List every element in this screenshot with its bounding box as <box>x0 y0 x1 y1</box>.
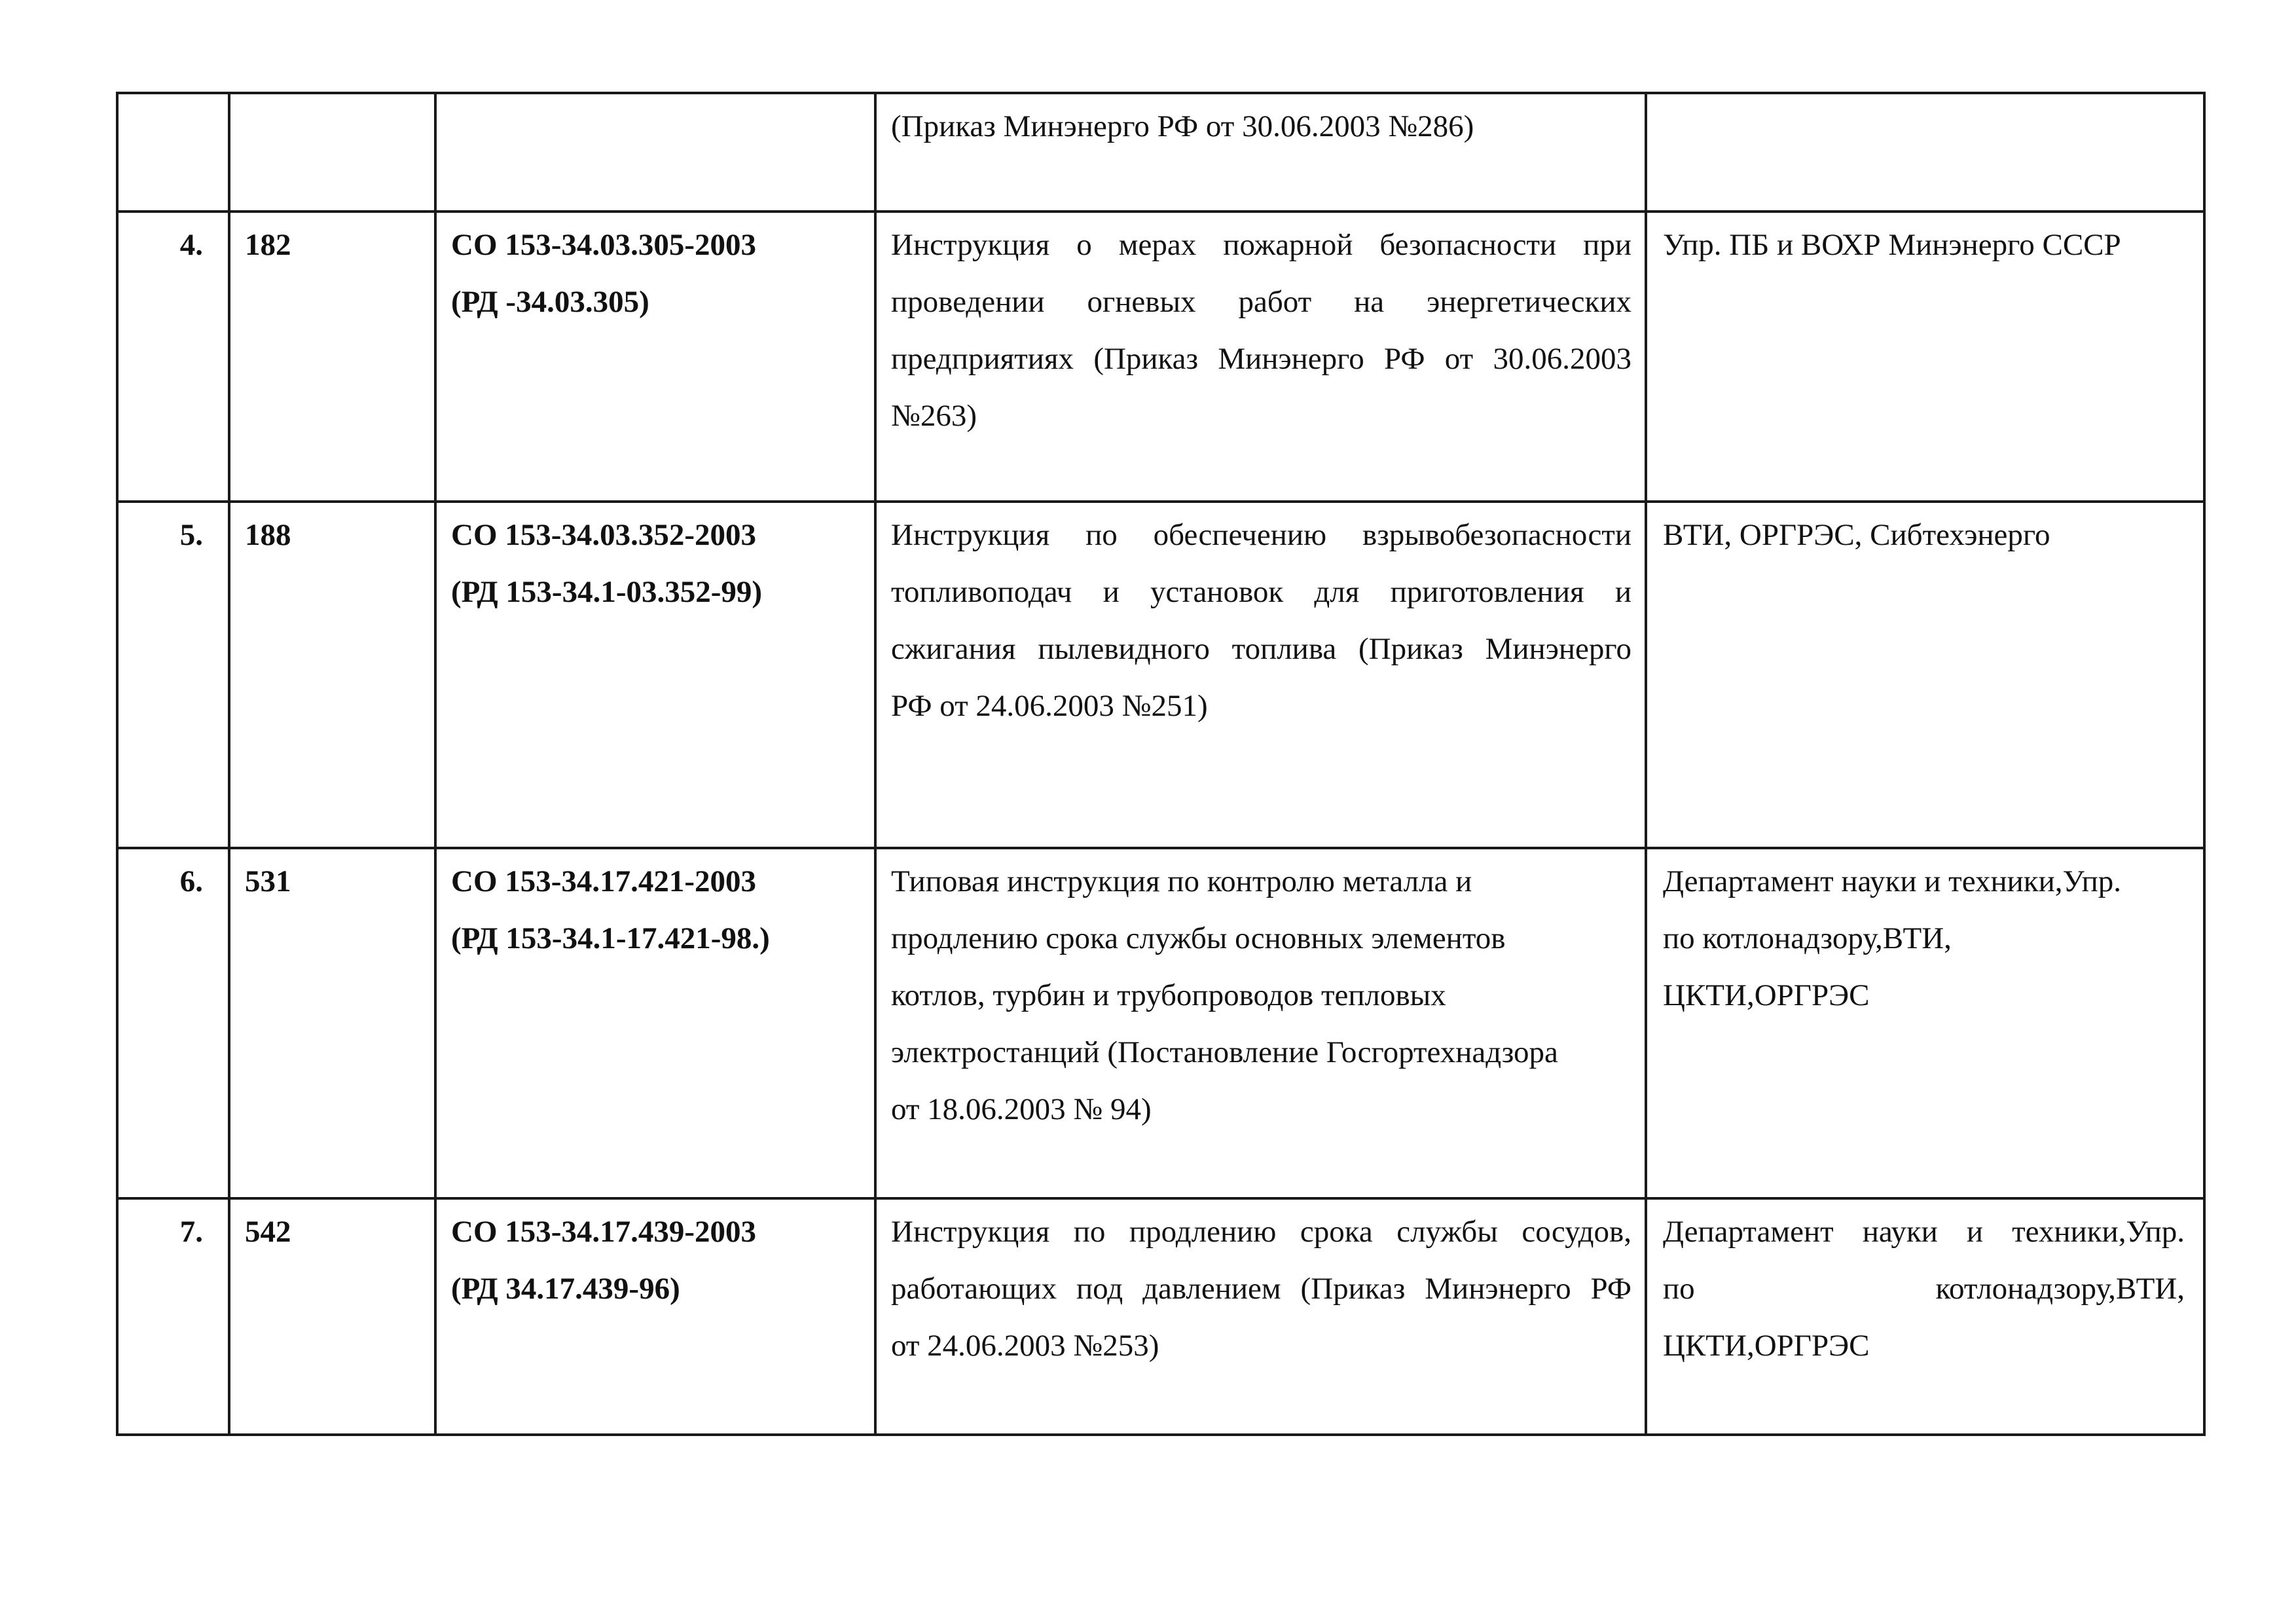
title-line: котлов, турбин и трубопроводов тепловых <box>891 978 1446 1012</box>
title-line: от 18.06.2003 № 94) <box>891 1092 1152 1126</box>
document-title <box>875 1198 1646 1435</box>
title-line: Типовая инструкция по контролю металла и <box>891 864 1472 898</box>
title-line: №263) <box>891 399 977 433</box>
document-title <box>875 212 1646 502</box>
position-number <box>229 93 435 212</box>
developer <box>1646 502 2204 848</box>
title-line: от 24.06.2003 №253) <box>891 1329 1159 1363</box>
developer <box>1646 848 2204 1198</box>
position-number: 182 <box>229 212 435 502</box>
title-line: Инструкция по продлению срока службы сосудов, <box>891 1215 1631 1249</box>
title-line: Инструкция о мерах пожарной безопасности при <box>891 228 1631 262</box>
developer-line: ЦКТИ,ОРГРЭС <box>1663 978 1870 1012</box>
position-number: 531 <box>229 848 435 1198</box>
document-title <box>875 502 1646 848</box>
document-code <box>435 93 875 212</box>
title-line: электростанций (Постановление Госгортехнадзора <box>891 1035 1558 1069</box>
document-title <box>875 848 1646 1198</box>
code-rd: (РД -34.03.305) <box>451 285 649 319</box>
title-line: РФ от 24.06.2003 №251) <box>891 689 1208 723</box>
title-line: топливоподач и установок для приготовления и <box>891 575 1631 609</box>
document-title <box>875 93 1646 212</box>
code-so: СО 153-34.03.352-2003 <box>451 518 757 552</box>
code-rd: (РД 34.17.439-96) <box>451 1272 680 1306</box>
table-row <box>117 502 2204 848</box>
code-so: СО 153-34.03.305-2003 <box>451 228 757 262</box>
row-number: 6. <box>117 848 229 1198</box>
developer-line: по котлонадзору,ВТИ, <box>1663 1272 2185 1306</box>
row-number <box>117 93 229 212</box>
developer-line: Департамент науки и техники,Упр. <box>1663 1215 2185 1249</box>
title-line: продлению срока службы основных элементов <box>891 921 1506 955</box>
developer-line: Упр. ПБ и ВОХР Минэнерго СССР <box>1663 228 2121 262</box>
row-number: 4. <box>117 212 229 502</box>
code-so: СО 153-34.17.439-2003 <box>451 1215 757 1249</box>
title-line: предприятиях (Приказ Минэнерго РФ от 30.06.2003 <box>891 342 1631 376</box>
code-rd: (РД 153-34.1-03.352-99) <box>451 575 763 609</box>
code-rd: (РД 153-34.1-17.421-98.) <box>451 921 770 955</box>
title-line: работающих под давлением (Приказ Минэнерго РФ <box>891 1272 1631 1306</box>
position-number: 188 <box>229 502 435 848</box>
title-line: сжигания пылевидного топлива (Приказ Минэнерго <box>891 632 1631 666</box>
document-code <box>435 1198 875 1435</box>
developer-line: Департамент науки и техники,Упр. <box>1663 864 2122 898</box>
developer <box>1646 212 2204 502</box>
standards-table <box>116 92 2206 1436</box>
developer <box>1646 93 2204 212</box>
document-code <box>435 502 875 848</box>
developer-line: ЦКТИ,ОРГРЭС <box>1663 1329 1870 1363</box>
code-so: СО 153-34.17.421-2003 <box>451 864 757 898</box>
row-number: 5. <box>117 502 229 848</box>
title-line: Инструкция по обеспечению взрывобезопасности <box>891 518 1631 552</box>
table-row <box>117 1198 2204 1435</box>
developer-line: по котлонадзору,ВТИ, <box>1663 921 1952 955</box>
document-code <box>435 212 875 502</box>
table-row <box>117 93 2204 212</box>
table-row <box>117 848 2204 1198</box>
row-number: 7. <box>117 1198 229 1435</box>
table-row <box>117 212 2204 502</box>
document-code <box>435 848 875 1198</box>
title-line: (Приказ Минэнерго РФ от 30.06.2003 №286) <box>891 109 1474 143</box>
developer <box>1646 1198 2204 1435</box>
title-line: проведении огневых работ на энергетических <box>891 285 1631 319</box>
developer-line: ВТИ, ОРГРЭС, Сибтехэнерго <box>1663 518 2050 552</box>
position-number: 542 <box>229 1198 435 1435</box>
